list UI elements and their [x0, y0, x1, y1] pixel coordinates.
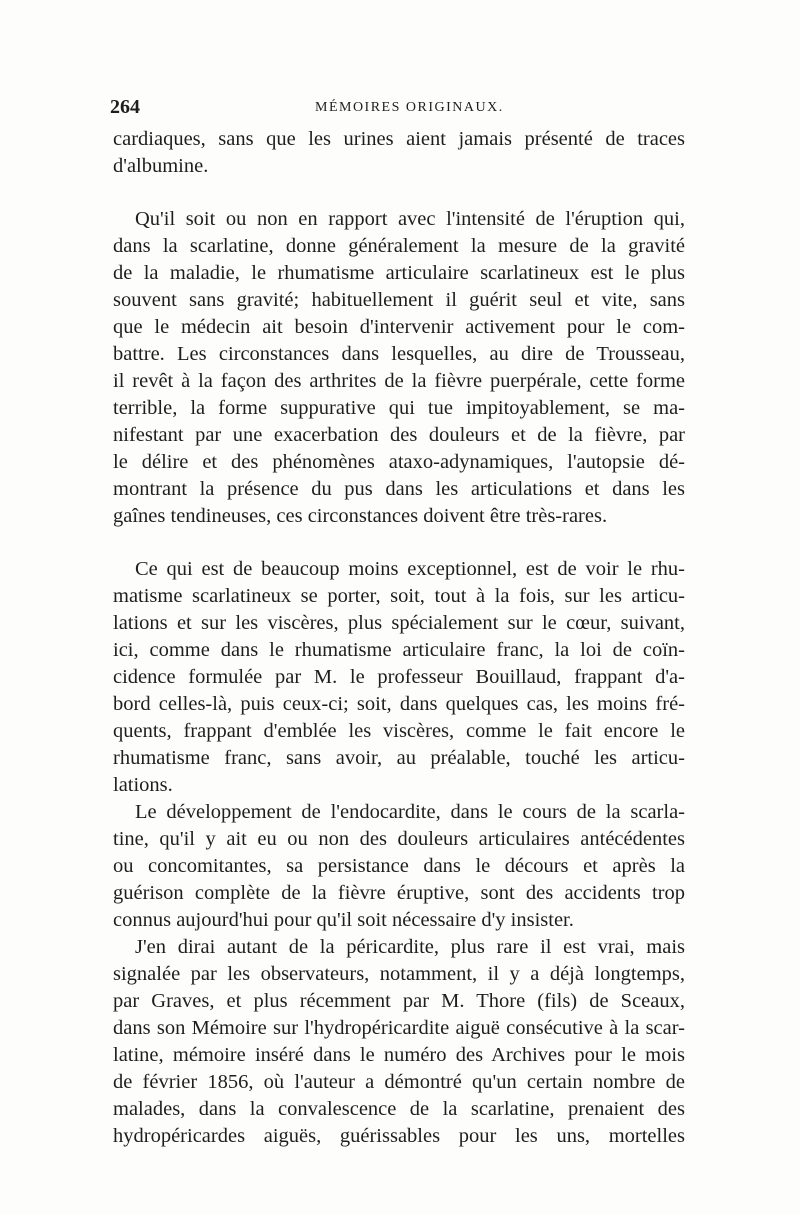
text-line: hydropéricardes aiguës, guérissables pour les uns, mortelles	[113, 1125, 685, 1147]
text-line: Le développement de l'endocardite, dans le cours de la scarla-	[135, 801, 685, 823]
text-line: souvent sans gravité; habituellement il guérit seul et vite, sans	[113, 289, 685, 311]
text-line: Qu'il soit ou non en rapport avec l'intensité de l'éruption qui,	[135, 208, 685, 230]
text-line: il revêt à la façon des arthrites de la fièvre puerpérale, cette forme	[113, 370, 685, 392]
text-line: signalée par les observateurs, notamment, il y a déjà longtemps,	[113, 963, 685, 985]
body-text	[113, 126, 685, 1150]
text-line: de la maladie, le rhumatisme articulaire scarlatineux est le plus	[113, 262, 685, 284]
paragraph	[113, 206, 685, 530]
text-line: cardiaques, sans que les urines aient jamais présenté de traces	[113, 128, 685, 150]
paragraph	[113, 934, 685, 1150]
text-line: par Graves, et plus récemment par M. Thore (fils) de Sceaux,	[113, 990, 685, 1012]
running-title: MÉMOIRES ORIGINAUX.	[315, 100, 504, 115]
text-line: d'albumine.	[113, 155, 209, 177]
paragraph	[113, 126, 685, 180]
text-line: nifestant par une exacerbation des douleurs et de la fièvre, par	[113, 424, 685, 446]
text-line: quents, frappant d'emblée les viscères, comme le fait encore le	[113, 720, 685, 742]
text-line: terrible, la forme suppurative qui tue impitoyablement, se ma-	[113, 397, 685, 419]
text-line: rhumatisme franc, sans avoir, au préalable, touché les articu-	[113, 747, 685, 769]
page-number: 264	[110, 96, 140, 118]
text-line: gaînes tendineuses, ces circonstances doivent être très-rares.	[113, 505, 608, 527]
text-line: montrant la présence du pus dans les articulations et dans les	[113, 478, 685, 500]
text-line: malades, dans la convalescence de la scarlatine, prenaient des	[113, 1098, 685, 1120]
text-line: lations.	[113, 774, 173, 796]
text-line: bord celles-là, puis ceux-ci; soit, dans quelques cas, les moins fré-	[113, 693, 685, 715]
text-line: de février 1856, où l'auteur a démontré qu'un certain nombre de	[113, 1071, 685, 1093]
text-line: latine, mémoire inséré dans le numéro des Archives pour le mois	[113, 1044, 685, 1066]
text-line: cidence formulée par M. le professeur Bouillaud, frappant d'a-	[113, 666, 685, 688]
text-line: connus aujourd'hui pour qu'il soit nécessaire d'y insister.	[113, 909, 574, 931]
text-line: le délire et des phénomènes ataxo-adynamiques, l'autopsie dé-	[113, 451, 685, 473]
text-line: que le médecin ait besoin d'intervenir activement pour le com-	[113, 316, 685, 338]
text-line: guérison complète de la fièvre éruptive, sont des accidents trop	[113, 882, 685, 904]
paragraph	[113, 556, 685, 799]
text-line: J'en dirai autant de la péricardite, plus rare il est vrai, mais	[135, 936, 685, 958]
text-line: tine, qu'il y ait eu ou non des douleurs articulaires antécédentes	[113, 828, 685, 850]
text-line: dans son Mémoire sur l'hydropéricardite aiguë consécutive à la scar-	[113, 1017, 685, 1039]
text-line: ou concomitantes, sa persistance dans le décours et après la	[113, 855, 685, 877]
text-line: Ce qui est de beaucoup moins exceptionnel, est de voir le rhu-	[135, 558, 685, 580]
page-header	[110, 96, 685, 122]
paragraph	[113, 799, 685, 934]
text-line: battre. Les circonstances dans lesquelles, au dire de Trousseau,	[113, 343, 685, 365]
text-line: dans la scarlatine, donne généralement la mesure de la gravité	[113, 235, 685, 257]
text-line: ici, comme dans le rhumatisme articulaire franc, la loi de coïn-	[113, 639, 685, 661]
text-line: lations et sur les viscères, plus spécialement sur le cœur, suivant,	[113, 612, 685, 634]
text-line: matisme scarlatineux se porter, soit, tout à la fois, sur les articu-	[113, 585, 685, 607]
